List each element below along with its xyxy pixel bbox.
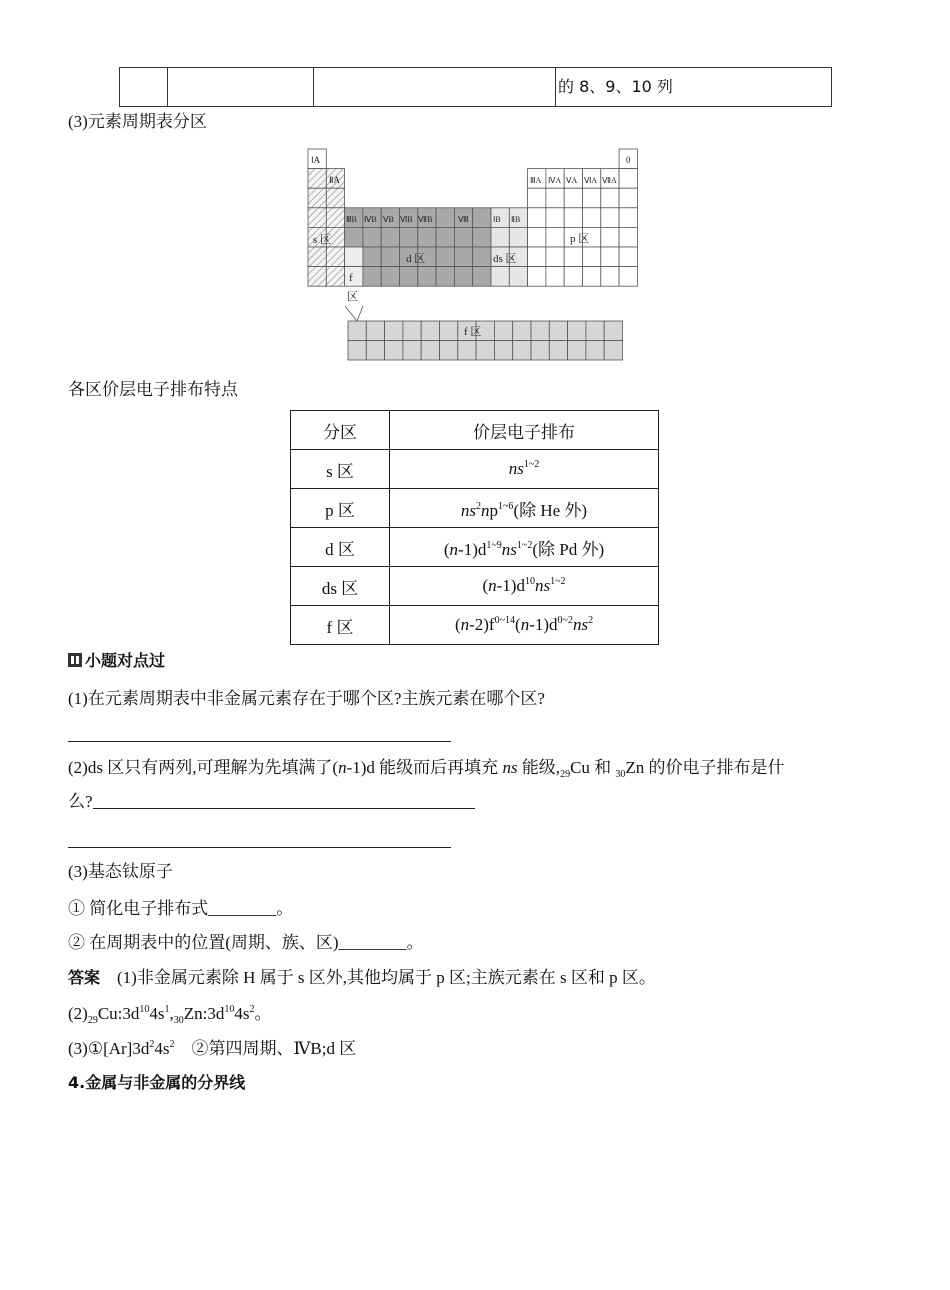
label-zero: 0 <box>626 155 631 165</box>
f-block-cell <box>421 321 439 341</box>
d-block-cell <box>473 227 491 247</box>
exercise-title <box>68 650 165 672</box>
ds-block-cell <box>491 227 509 247</box>
row-config: $(n-1)d^{10}ns^{1\sim 2}$ <box>390 567 659 606</box>
s-block-label: s 区 <box>313 234 332 246</box>
table-header-row <box>291 411 659 450</box>
f-block-cell <box>513 321 531 341</box>
element-cell <box>601 227 619 247</box>
f-block-cell <box>403 341 421 361</box>
f-block-cell <box>458 341 476 361</box>
element-cell <box>546 247 564 267</box>
d-block-cell <box>381 227 399 247</box>
answer-1: 答案 (1)非金属元素除 H 属于 s 区外,其他均属于 p 区;主族元素在 s 区和 p 区。 <box>68 968 656 987</box>
element-cell <box>619 188 637 208</box>
s-block-cell <box>326 188 344 208</box>
row-config: $(n-2)f^{0\sim 14}(n-1)d^{0\sim 2}ns^2$ <box>390 606 659 645</box>
f-block-cell <box>549 341 567 361</box>
element-cell <box>528 208 546 228</box>
d-block-cell <box>436 247 454 267</box>
label-IIIB: ⅢB <box>346 215 357 224</box>
top-table-fragment <box>119 67 832 107</box>
ds-block-cell <box>491 267 509 287</box>
label-VA: ⅤA <box>566 176 578 185</box>
row-block: p 区 <box>291 489 390 528</box>
question-3-title: (3)基态钛原子 <box>68 862 173 881</box>
element-cell <box>528 247 546 267</box>
f-block-label: f 区 <box>464 326 482 338</box>
d-block-cell <box>363 267 381 287</box>
element-cell <box>546 208 564 228</box>
s-block-cell <box>308 247 326 267</box>
element-cell <box>619 227 637 247</box>
label-VIII: Ⅷ <box>458 215 469 224</box>
table-row <box>291 606 659 645</box>
d-block-cell <box>381 267 399 287</box>
header-block: 分区 <box>291 411 390 450</box>
s-block-cell <box>326 267 344 287</box>
valence-config-table <box>290 410 659 645</box>
f-block-cell <box>366 341 384 361</box>
table-row <box>291 489 659 528</box>
element-cell <box>583 247 601 267</box>
section-title: (3)元素周期表分区 <box>68 112 207 131</box>
d-block-cell <box>363 247 381 267</box>
element-cell <box>528 227 546 247</box>
element-cell <box>546 188 564 208</box>
answer-2: $(2)_{29}Cu:3d^{10}4s^1,_{30}Zn:3d^{10}4s^2$。 <box>68 1004 272 1026</box>
d-block-cell <box>418 227 436 247</box>
element-cell <box>564 267 582 287</box>
question-3a: ① 简化电子排布式________。 <box>68 899 294 918</box>
s-block-cell <box>326 208 344 228</box>
f-block-cell <box>440 321 458 341</box>
periodic-table-diagram <box>307 148 631 364</box>
label-IIIA: ⅢA <box>530 176 542 185</box>
f-block-short-label: f <box>349 272 353 284</box>
element-cell <box>583 188 601 208</box>
question-2-line2 <box>68 791 475 813</box>
d-block-cell <box>473 267 491 287</box>
question-2-line2-text: 么? <box>68 792 93 811</box>
row-block: f 区 <box>291 606 390 645</box>
s-block-cell <box>308 169 326 189</box>
f-block-cell <box>604 321 622 341</box>
f-block-cell <box>568 341 586 361</box>
element-cell <box>601 188 619 208</box>
label-VIB: ⅥB <box>400 215 413 224</box>
ds-block-label: ds 区 <box>493 253 517 265</box>
d-block-cell <box>473 208 491 228</box>
row-block: d 区 <box>291 528 390 567</box>
f-block-cell <box>513 341 531 361</box>
element-cell <box>564 188 582 208</box>
f-block-cell <box>549 321 567 341</box>
label-IVB: ⅣB <box>364 215 377 224</box>
table-divider <box>555 68 556 106</box>
element-cell <box>583 267 601 287</box>
f-block-cell <box>385 321 403 341</box>
answer-blank <box>93 792 475 809</box>
table-divider <box>313 68 314 106</box>
row-config: $(n-1)d^{1\sim 9}ns^{1\sim 2}$(除 Pd 外) <box>390 528 659 567</box>
element-cell <box>601 208 619 228</box>
element-cell <box>601 247 619 267</box>
element-cell <box>619 267 637 287</box>
row-config: $ns^{1\sim 2}$ <box>390 450 659 489</box>
f-block-cell <box>348 341 366 361</box>
table-cell-text: 的 8、9、10 列 <box>558 77 673 96</box>
answer-line <box>68 847 451 848</box>
f-block-cell <box>494 321 512 341</box>
d-block-cell <box>381 247 399 267</box>
label-VIIB: ⅦB <box>418 215 433 224</box>
label-VB: ⅤB <box>383 215 394 224</box>
element-cell <box>619 169 637 189</box>
f-block-cell <box>494 341 512 361</box>
s-block-cell <box>308 208 326 228</box>
label-IA: ⅠA <box>311 155 321 165</box>
f-block-cell <box>385 341 403 361</box>
element-cell <box>564 247 582 267</box>
f-block-cell <box>531 321 549 341</box>
row-config: $ns^2np^{1\sim 6}$(除 He 外) <box>390 489 659 528</box>
f-block-placeholder-cell <box>345 267 363 287</box>
f-block-cell <box>348 321 366 341</box>
question-2-line1: (2)ds 区只有两列,可理解为先填满了(n-1)d 能级而后再填充 ns 能级$,_{29}Cu$ 和 $_{30}$Zn 的价电子排布是什 <box>68 758 785 780</box>
exercise-title-text: 小题对点过 <box>85 651 166 670</box>
s-block-cell <box>308 267 326 287</box>
label-VIA: ⅥA <box>584 176 598 185</box>
d-block-cell <box>400 267 418 287</box>
d-block-cell <box>454 227 472 247</box>
f-block-cell <box>568 321 586 341</box>
d-block-cell <box>436 227 454 247</box>
p-block-label: p 区 <box>570 233 590 245</box>
f-block-cell <box>476 341 494 361</box>
d-block-cell <box>400 227 418 247</box>
element-cell <box>546 227 564 247</box>
element-cell <box>528 267 546 287</box>
f-block-connector <box>345 306 363 321</box>
d-block-cell <box>436 267 454 287</box>
d-block-cell <box>454 247 472 267</box>
question-1: (1)在元素周期表中非金属元素存在于哪个区?主族元素在哪个区? <box>68 689 545 708</box>
section-4-title: 4.金属与非金属的分界线 <box>68 1073 246 1092</box>
d-block-cell <box>363 227 381 247</box>
d-block-label: d 区 <box>406 253 426 265</box>
label-IB: ⅠB <box>493 215 501 224</box>
ds-block-cell <box>509 267 527 287</box>
label-IIB: ⅡB <box>511 215 521 224</box>
f-block-cell <box>403 321 421 341</box>
s-block-cell <box>308 188 326 208</box>
f-block-cell <box>586 321 604 341</box>
answer-line <box>68 741 451 742</box>
f-block-cell <box>604 341 622 361</box>
f-block-cell <box>586 341 604 361</box>
header-config: 价层电子排布 <box>390 411 659 450</box>
s-block-cell <box>326 247 344 267</box>
element-cell <box>564 208 582 228</box>
f-block-cell <box>366 321 384 341</box>
table-row <box>291 450 659 489</box>
row-block: s 区 <box>291 450 390 489</box>
element-cell <box>528 188 546 208</box>
ds-block-cell <box>509 227 527 247</box>
answer-3: $(3)①[Ar]3d^24s^2$ ②第四周期、ⅣB;d 区 <box>68 1039 357 1058</box>
d-block-cell <box>345 227 363 247</box>
f-block-placeholder-cell <box>345 247 363 267</box>
label-IVA: ⅣA <box>548 176 562 185</box>
label-IIA: ⅡA <box>329 175 340 185</box>
element-cell <box>619 208 637 228</box>
f-block-cell <box>421 341 439 361</box>
f-block-short-qu: 区 <box>347 291 358 303</box>
d-block-cell <box>473 247 491 267</box>
section-marker-icon <box>68 653 82 667</box>
element-cell <box>619 247 637 267</box>
f-block-cell <box>531 341 549 361</box>
row-block: ds 区 <box>291 567 390 606</box>
config-heading: 各区价层电子排布特点 <box>68 380 238 399</box>
d-block-cell <box>454 267 472 287</box>
element-cell <box>546 267 564 287</box>
question-3b: ② 在周期表中的位置(周期、族、区)________。 <box>68 933 424 952</box>
answer-label: 答案 <box>68 968 101 987</box>
f-block-cell <box>440 341 458 361</box>
element-cell <box>583 208 601 228</box>
table-divider <box>167 68 168 106</box>
label-VIIA: ⅦA <box>602 176 617 185</box>
table-row <box>291 528 659 567</box>
element-cell <box>601 267 619 287</box>
d-block-cell <box>418 267 436 287</box>
d-block-cell <box>436 208 454 228</box>
table-row <box>291 567 659 606</box>
